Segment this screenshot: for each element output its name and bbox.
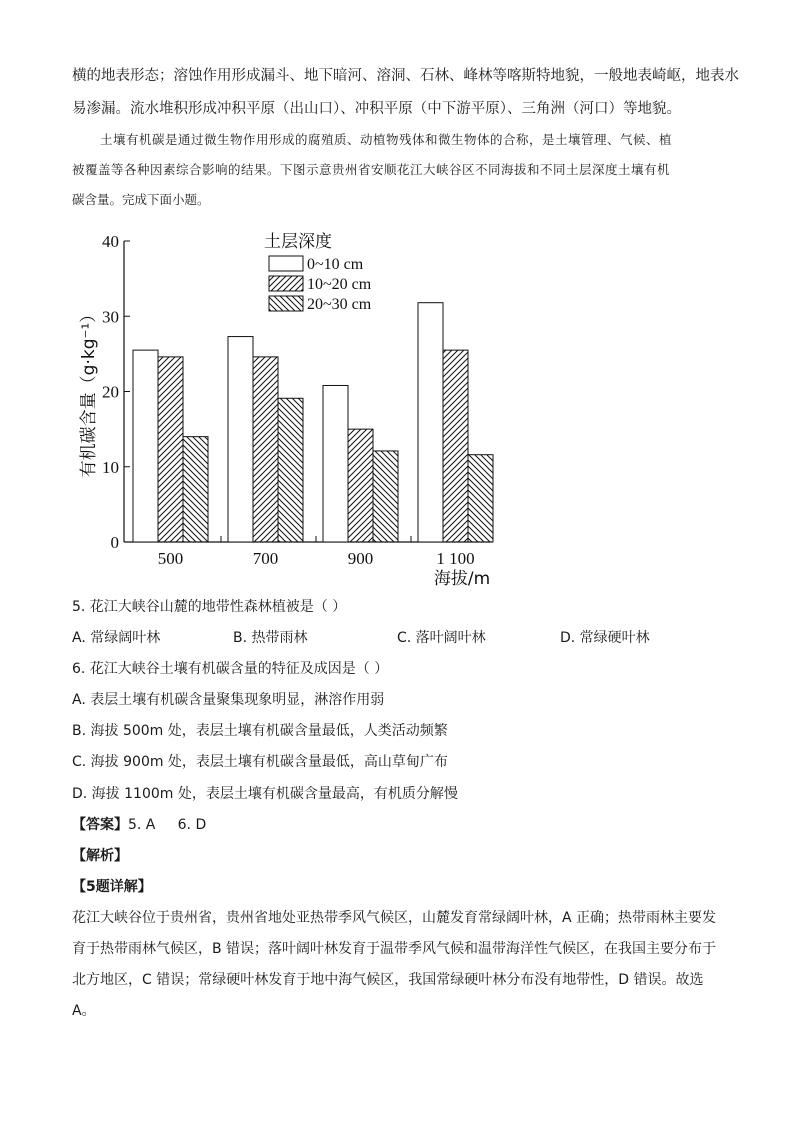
legend-label-1: 10~20 cm xyxy=(307,276,372,293)
bar-10~20 cm-500 xyxy=(158,357,183,542)
intro-line-2: 被覆盖等各种因素综合影响的结果。下图示意贵州省安顺花江大峡谷区不同海拔和不同土层深度土壤有机 xyxy=(72,162,671,177)
bar-10~20 cm-900 xyxy=(348,429,373,542)
legend-swatch-0 xyxy=(269,256,303,271)
q5-option-b[interactable]: B. 热带雨林 xyxy=(233,630,308,646)
q6-option-c[interactable]: C. 海拔 900m 处，表层土壤有机碳含量最低，高山草甸广布 xyxy=(72,754,448,770)
legend-title: 土层深度 xyxy=(264,232,332,252)
y-tick-label: 0 xyxy=(110,533,119,552)
legend-swatch-1 xyxy=(269,276,303,291)
bar-10~20 cm-700 xyxy=(253,357,278,542)
answer-value: 5. A 6. D xyxy=(128,817,207,833)
q5-stem: 5. 花江大峡谷山麓的地带性森林植被是（ ） xyxy=(72,599,347,615)
bar-0~10 cm-700 xyxy=(228,337,253,542)
passage-line-1: 横的地表形态；溶蚀作用形成漏斗、地下暗河、溶洞、石林、峰林等喀斯特地貌，一般地表崎岖，地表水 xyxy=(72,68,739,84)
q6-option-b[interactable]: B. 海拔 500m 处，表层土壤有机碳含量最低，人类活动频繁 xyxy=(72,723,448,739)
answer-row xyxy=(72,815,206,835)
y-axis-label: 有机碳含量（g·kg⁻¹） xyxy=(79,305,99,478)
x-axis-label: 海拔/m xyxy=(433,569,491,588)
y-tick-label: 30 xyxy=(102,307,119,327)
intro-line-3: 碳含量。完成下面小题。 xyxy=(72,192,210,207)
x-tick-label: 900 xyxy=(347,549,374,568)
x-tick-label: 500 xyxy=(157,549,184,568)
bar-20~30 cm-900 xyxy=(373,451,398,542)
bar-20~30 cm-700 xyxy=(278,398,303,542)
legend-label-2: 20~30 cm xyxy=(307,296,372,313)
q5-option-d[interactable]: D. 常绿硬叶林 xyxy=(560,630,650,646)
answer-label: 【答案】 xyxy=(72,817,128,833)
explanation-line-4: A。 xyxy=(72,1003,96,1019)
passage-line-2: 易渗漏。流水堆积形成冲积平原（出山口）、冲积平原（中下游平原）、三角洲（河口）等地貌。 xyxy=(72,101,681,117)
legend-label-0: 0~10 cm xyxy=(307,256,364,273)
explanation-line-1: 花江大峡谷位于贵州省，贵州省地处亚热带季风气候区，山麓发育常绿阔叶林，A 正确；热带雨林主要发 xyxy=(72,910,717,926)
bar-0~10 cm-900 xyxy=(323,385,348,542)
q6-stem: 6. 花江大峡谷土壤有机碳含量的特征及成因是（ ） xyxy=(72,661,389,677)
bar-10~20 cm-1 100 xyxy=(443,350,468,542)
q6-option-a[interactable]: A. 表层土壤有机碳含量聚集现象明显，淋溶作用弱 xyxy=(72,692,385,708)
explanation-line-2: 育于热带雨林气候区，B 错误；落叶阔叶林发育于温带季风气候和温带海洋性气候区，在我国主要分布于 xyxy=(72,941,717,957)
q6-option-d[interactable]: D. 海拔 1100m 处，表层土壤有机碳含量最高，有机质分解慢 xyxy=(72,786,458,802)
legend-swatch-2 xyxy=(269,296,303,311)
bar-20~30 cm-1 100 xyxy=(468,455,493,542)
detail-label: 【5题详解】 xyxy=(72,879,152,895)
q5-option-a[interactable]: A. 常绿阔叶林 xyxy=(72,630,161,646)
organic-carbon-bar-chart xyxy=(72,226,512,588)
chart-legend xyxy=(264,232,372,313)
bar-20~30 cm-500 xyxy=(183,437,208,542)
x-tick-label: 700 xyxy=(252,549,279,568)
y-tick-label: 10 xyxy=(102,457,119,477)
y-tick-label: 20 xyxy=(102,382,119,402)
analysis-label: 【解析】 xyxy=(72,848,128,864)
chart-bars xyxy=(133,303,493,542)
q5-option-c[interactable]: C. 落叶阔叶林 xyxy=(397,630,486,646)
bar-0~10 cm-500 xyxy=(133,350,158,542)
explanation-line-3: 北方地区，C 错误；常绿硬叶林发育于地中海气候区，我国常绿硬叶林分布没有地带性，D 错误。故选 xyxy=(72,972,704,988)
intro-line-1: 土壤有机碳是通过微生物作用形成的腐殖质、动植物残体和微生物体的合称，是土壤管理、气候、植 xyxy=(100,132,673,147)
y-tick-label: 40 xyxy=(102,232,119,251)
x-tick-label: 1 100 xyxy=(436,549,475,568)
bar-0~10 cm-1 100 xyxy=(418,303,443,542)
